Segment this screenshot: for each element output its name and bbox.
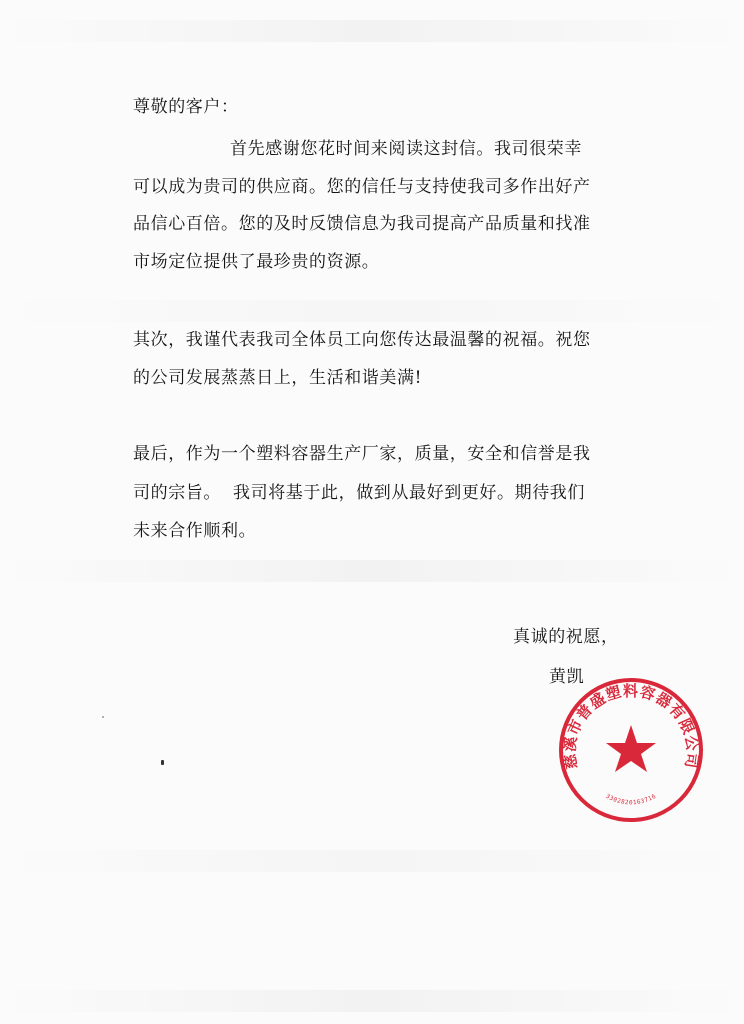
paragraph-1-line-2: 可以成为贵司的供应商。您的信任与支持使我司多作出好产 (133, 177, 591, 197)
svg-text:3302820163716 (604, 793, 657, 807)
company-seal (556, 675, 706, 825)
scan-streak (0, 300, 744, 322)
scan-speck (102, 716, 104, 718)
paragraph-1-line-4: 市场定位提供了最珍贵的资源。 (133, 252, 380, 272)
scan-speck (161, 760, 164, 765)
signature-name: 黄凯 (549, 667, 585, 687)
paragraph-3-line-1: 最后，作为一个塑料容器生产厂家，质量，安全和信誉是我 (133, 444, 591, 464)
company-seal-graphic (556, 675, 706, 825)
closing-line: 真诚的祝愿， (513, 627, 619, 647)
paragraph-3-line-2: 司的宗旨。 我司将基于此，做到从最好到更好。期待我们 (133, 483, 586, 503)
scan-streak (0, 850, 744, 872)
scan-streak (0, 990, 744, 1012)
salutation: 尊敬的客户： (133, 97, 239, 117)
seal-number: 3302820163716 (604, 792, 658, 807)
seal-company-name: 慈溪市普盛塑料容器有限公司 (560, 681, 702, 771)
paragraph-3-line-3: 未来合作顺利。 (133, 521, 257, 541)
star-icon (606, 725, 656, 772)
paragraph-1-line-3: 品信心百倍。您的及时反馈信息为我司提高产品质量和找准 (133, 214, 591, 234)
paragraph-2-line-1: 其次，我谨代表我司全体员工向您传达最温馨的祝福。祝您 (133, 330, 591, 350)
scan-streak (0, 560, 744, 582)
paragraph-2-line-2: 的公司发展蒸蒸日上，生活和谐美满! (133, 368, 423, 388)
scan-streak (0, 20, 744, 42)
paragraph-1-line-1: 首先感谢您花时间来阅读这封信。我司很荣幸 (230, 139, 582, 159)
